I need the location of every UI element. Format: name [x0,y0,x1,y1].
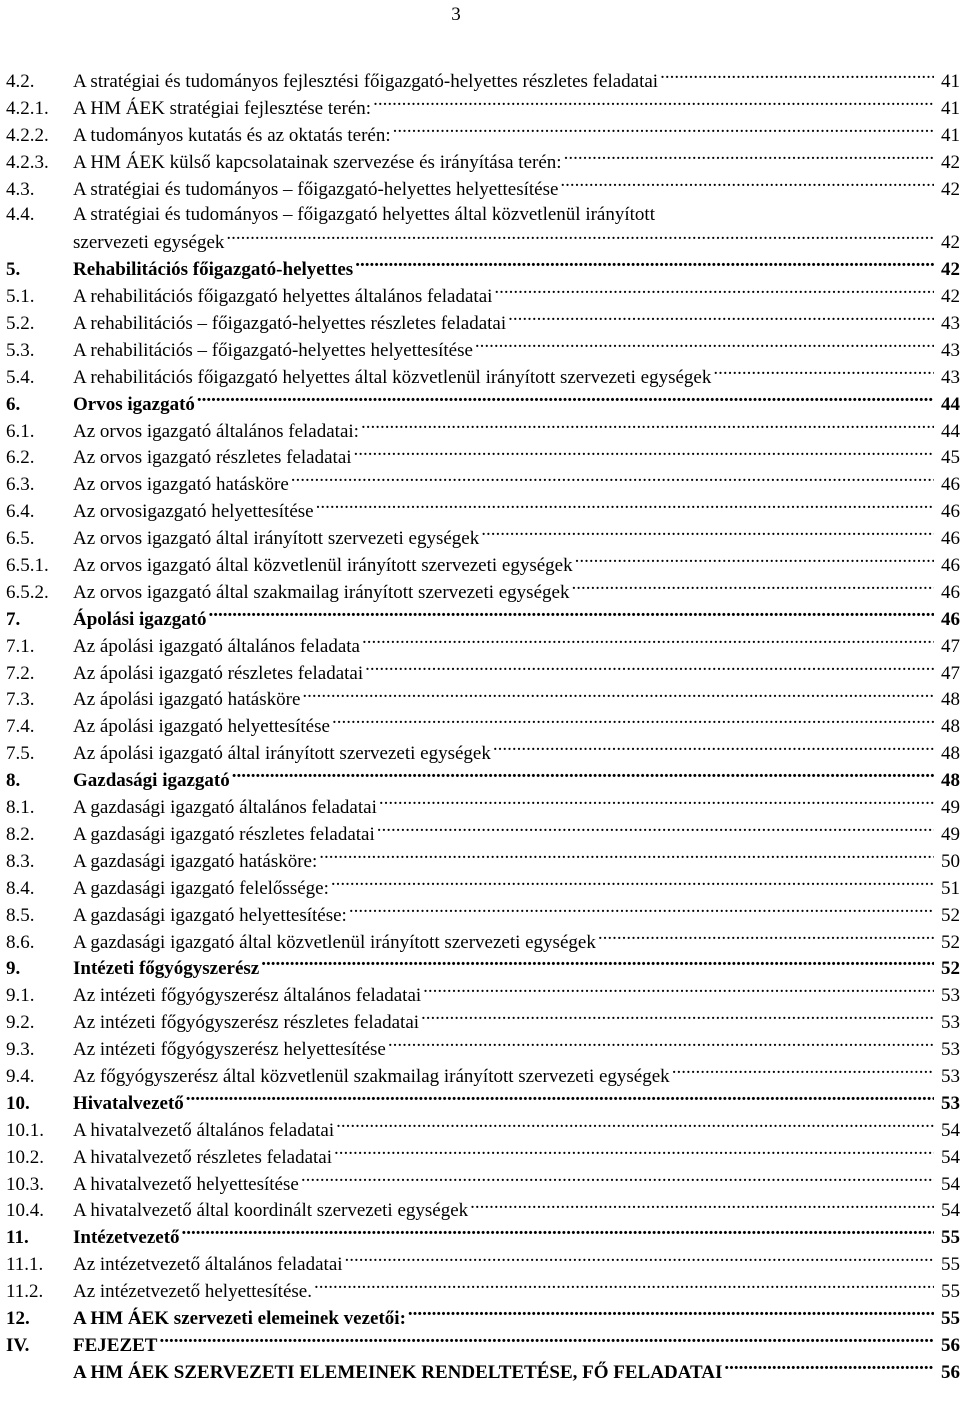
toc-entry-title: Az ápolási igazgató általános feladata [73,635,360,657]
toc-entry[interactable] [6,149,960,176]
dot-leader [365,660,934,679]
toc-entry-title: A rehabilitációs főigazgató helyettes által közvetlenül irányított szervezeti egységek [73,366,712,388]
toc-entry-number: 7. [6,608,21,630]
toc-entry[interactable] [6,794,960,821]
dot-leader [475,337,934,356]
toc-entry-page: 41 [941,124,960,146]
toc-entry-page: 54 [941,1200,960,1222]
toc-entry-page: 41 [941,97,960,119]
toc-entry-page: 50 [941,850,960,872]
toc-entry-page: 45 [941,447,960,469]
toc-entry[interactable] [6,68,960,95]
toc-entry-number: 11.1. [6,1254,44,1276]
dot-leader [571,579,934,598]
toc-entry[interactable] [6,740,960,767]
toc-entry[interactable] [6,821,960,848]
toc-entry[interactable] [6,229,960,256]
dot-leader [564,149,934,168]
toc-entry-page: 46 [941,608,960,630]
toc-entry-title: Intézetvezető [73,1227,180,1249]
toc-entry-number: 4.2.1. [6,97,49,119]
toc-entry-page: 49 [941,797,960,819]
toc-entry-page: 54 [941,1119,960,1141]
dot-leader [314,1278,934,1297]
toc-entry-title: A gazdasági igazgató helyettesítése: [73,904,347,926]
dot-leader [470,1197,934,1216]
toc-entry-page: 53 [941,1039,960,1061]
toc-entry[interactable] [6,686,960,713]
toc-entry-page: 54 [941,1146,960,1168]
toc-entry-page: 52 [941,931,960,953]
toc-entry[interactable] [6,202,960,229]
toc-entry-number: 8. [6,770,21,792]
dot-leader [494,283,934,302]
dot-leader [423,982,934,1001]
dot-leader [660,68,934,87]
toc-entry[interactable] [6,606,960,633]
toc-entry-title: A gazdasági igazgató részletes feladatai [73,823,375,845]
toc-entry-number: 8.4. [6,877,35,899]
toc-entry[interactable] [6,95,960,122]
toc-entry-title: A rehabilitációs főigazgató helyettes általános feladatai [73,286,493,308]
toc-entry[interactable] [6,1278,960,1305]
toc-entry[interactable] [6,1251,960,1278]
toc-entry-number: 4.2. [6,71,35,92]
toc-entry-page: 54 [941,1173,960,1195]
toc-entry-page: 53 [941,1012,960,1034]
toc-entry-page: 43 [941,313,960,335]
toc-entry-title: A hivatalvezető részletes feladatai [73,1146,333,1168]
dot-leader [331,875,934,894]
toc-entry[interactable] [6,1117,960,1144]
toc-entry-number: 7.1. [6,635,35,657]
toc-entry[interactable] [6,633,960,660]
toc-entry-title: A hivatalvezető általános feladatai [73,1119,335,1141]
toc-entry[interactable] [6,122,960,149]
dot-leader [377,821,934,840]
toc-entry[interactable] [6,713,960,740]
toc-entry-number: 8.5. [6,904,35,926]
toc-entry[interactable] [6,902,960,929]
toc-entry-title: Orvos igazgató [73,393,195,415]
dot-leader [232,767,934,786]
toc-entry-number: 7.4. [6,716,35,738]
toc-entry-title: Az orvos igazgató által szakmailag irányított szervezeti egységek [73,581,570,603]
toc-entry-number: 6. [6,393,21,415]
dot-leader [354,444,934,463]
dot-leader [560,176,934,195]
dot-leader [301,1171,934,1190]
toc-entry-page: 56 [941,1361,960,1383]
dot-leader [316,498,934,517]
toc-entry-title: Az orvos igazgató részletes feladatai [73,447,352,469]
toc-entry-title: A gazdasági igazgató felelőssége: [73,877,329,899]
toc-entry-title: A HM ÁEK külső kapcsolatainak szervezése és irányítása terén: [73,151,562,173]
toc-entry-number: 4.2.3. [6,151,49,173]
toc-entry-page: 46 [941,528,960,550]
toc-entry-page: 51 [941,877,960,899]
dot-leader [349,902,934,921]
toc-entry-title: Az intézeti főgyógyszerész helyettesítése [73,1039,386,1061]
toc-entry-number: 4.4. [6,204,35,226]
toc-entry-page: 53 [941,1065,960,1087]
dot-leader [261,955,934,974]
toc-entry[interactable] [6,364,960,391]
dot-leader [598,929,934,948]
toc-entry-page: 55 [941,1227,960,1249]
toc-entry-number: 4.3. [6,178,35,200]
toc-entry-title: szervezeti egységek [73,232,225,254]
toc-entry-title: A HM ÁEK SZERVEZETI ELEMEINEK RENDELTETÉSE, FŐ FELADATAI [73,1361,723,1383]
toc-entry-number: 12. [6,1307,30,1329]
toc-entry-title: Az intézeti főgyógyszerész részletes feladatai [73,1012,420,1034]
toc-entry[interactable] [6,929,960,956]
toc-entry-page: 56 [941,1334,960,1356]
toc-entry-title: A HM ÁEK szervezeti elemeinek vezetői: [73,1307,406,1329]
toc-entry-number: 6.4. [6,501,35,523]
toc-entry[interactable] [6,444,960,471]
toc-entry-title: Hivatalvezető [73,1092,184,1114]
toc-entry-title: Gazdasági igazgató [73,770,230,792]
toc-entry-page: 55 [941,1281,960,1303]
toc-entry[interactable] [6,1332,960,1359]
toc-entry-number: 10.3. [6,1173,44,1195]
toc-entry-page: 41 [941,71,960,92]
table-of-contents [6,68,960,1386]
toc-entry-title: Rehabilitációs főigazgató-helyettes [73,259,354,281]
toc-entry-number: 10. [6,1092,30,1114]
toc-entry-page: 55 [941,1254,960,1276]
toc-entry-title: FEJEZET [73,1334,158,1356]
dot-leader [182,1224,934,1243]
page-number: 3 [451,4,461,25]
toc-entry-page: 46 [941,581,960,603]
dot-leader [724,1359,934,1378]
toc-entry-number: 6.5.2. [6,581,49,603]
toc-entry-number: 5.3. [6,339,35,361]
toc-entry-page: 42 [941,259,960,281]
toc-entry-number: 7.5. [6,743,35,765]
dot-leader [672,1063,934,1082]
toc-entry-page: 53 [941,1092,960,1114]
toc-entry-number: 7.3. [6,689,35,711]
toc-entry-number: 11.2. [6,1281,44,1303]
dot-leader [159,1332,934,1351]
dot-leader [408,1305,934,1324]
dot-leader [209,606,934,625]
toc-entry-page: 43 [941,339,960,361]
toc-entry-page: 47 [941,635,960,657]
toc-entry[interactable] [6,579,960,606]
toc-entry-page: 47 [941,662,960,684]
toc-entry-number: 9.3. [6,1039,35,1061]
toc-entry[interactable] [6,283,960,310]
toc-entry-title: A tudományos kutatás és az oktatás terén: [73,124,391,146]
dot-leader [575,552,934,571]
toc-entry-number: 10.1. [6,1119,44,1141]
dot-leader [508,310,934,329]
toc-entry[interactable] [6,471,960,498]
dot-leader [493,740,934,759]
toc-entry-title: A hivatalvezető helyettesítése [73,1173,299,1195]
toc-entry[interactable] [6,337,960,364]
dot-leader [379,794,934,813]
toc-entry-number: 6.3. [6,474,35,496]
toc-entry-number: IV. [6,1334,30,1356]
toc-entry[interactable] [6,525,960,552]
toc-entry-title: A HM ÁEK stratégiai fejlesztése terén: [73,97,372,119]
toc-entry[interactable] [6,498,960,525]
toc-entry-page: 46 [941,555,960,577]
dot-leader [361,418,934,437]
toc-entry-number: 9. [6,958,21,980]
toc-entry[interactable] [6,1036,960,1063]
toc-entry[interactable] [6,310,960,337]
toc-entry[interactable] [6,391,960,418]
toc-entry-page: 46 [941,474,960,496]
toc-entry-title: Az orvos igazgató által közvetlenül irányított szervezeti egységek [73,555,573,577]
toc-entry-title: Az intézetvezető általános feladatai [73,1254,343,1276]
dot-leader [393,122,934,141]
dot-leader [355,256,934,275]
dot-leader [197,391,934,410]
toc-entry-number: 4.2.2. [6,124,49,146]
toc-entry-page: 52 [941,904,960,926]
toc-entry-title: A stratégiai és tudományos – főigazgató helyettes által közvetlenül irányított [73,204,655,226]
toc-entry[interactable] [6,767,960,794]
toc-entry-number: 8.1. [6,797,35,819]
toc-entry-page: 49 [941,823,960,845]
toc-entry[interactable] [6,1171,960,1198]
toc-entry[interactable] [6,1197,960,1224]
dot-leader [373,95,934,114]
toc-entry[interactable] [6,1359,960,1386]
toc-entry-title: Ápolási igazgató [73,608,207,630]
toc-entry-title: Az intézeti főgyógyszerész általános feladatai [73,985,422,1007]
toc-entry-number: 6.1. [6,420,35,442]
toc-entry[interactable] [6,176,960,203]
toc-entry-number: 5. [6,259,21,281]
toc-entry-title: Az orvos igazgató általános feladatai: [73,420,359,442]
toc-entry-page: 44 [941,393,960,415]
toc-entry-number: 10.4. [6,1200,44,1222]
dot-leader [421,1009,934,1028]
toc-entry-page: 48 [941,716,960,738]
toc-entry-page: 48 [941,743,960,765]
toc-entry-title: Az orvosigazgató helyettesítése [73,501,314,523]
toc-entry-title: A stratégiai és tudományos – főigazgató-helyettes helyettesítése [73,178,559,200]
dot-leader [226,229,934,248]
toc-entry-number: 6.5.1. [6,555,49,577]
toc-entry-title: Az ápolási igazgató hatásköre [73,689,301,711]
dot-leader [345,1251,934,1270]
toc-entry[interactable] [6,1224,960,1251]
toc-entry-title: Az orvos igazgató által irányított szervezeti egységek [73,528,480,550]
toc-entry-number: 9.4. [6,1065,35,1087]
dot-leader [334,1144,934,1163]
toc-entry-number: 7.2. [6,662,35,684]
toc-entry[interactable] [6,848,960,875]
toc-entry-number: 6.2. [6,447,35,469]
dot-leader [302,686,934,705]
dot-leader [336,1117,934,1136]
toc-entry-page: 48 [941,689,960,711]
toc-entry-number: 10.2. [6,1146,44,1168]
toc-entry-page: 42 [941,232,960,254]
toc-entry[interactable] [6,256,960,283]
toc-entry-page: 42 [941,178,960,200]
toc-entry-page: 53 [941,985,960,1007]
toc-entry[interactable] [6,418,960,445]
toc-entry[interactable] [6,1090,960,1117]
toc-entry-number: 8.3. [6,850,35,872]
toc-entry-page: 42 [941,151,960,173]
toc-entry-number: 5.1. [6,286,35,308]
dot-leader [291,471,934,490]
toc-entry-number: 5.4. [6,366,35,388]
toc-entry-title: A hivatalvezető által koordinált szervezeti egységek [73,1200,469,1222]
toc-entry[interactable] [6,1144,960,1171]
toc-entry-page: 52 [941,958,960,980]
toc-entry-title: Intézeti főgyógyszerész [73,958,260,980]
toc-entry[interactable] [6,955,960,982]
toc-entry-title: Az ápolási igazgató helyettesítése [73,716,330,738]
toc-entry-title: Az ápolási igazgató részletes feladatai [73,662,364,684]
toc-entry-number: 9.2. [6,1012,35,1034]
toc-entry-title: A gazdasági igazgató hatásköre: [73,850,318,872]
dot-leader [481,525,934,544]
toc-entry-number: 8.6. [6,931,35,953]
toc-entry[interactable] [6,1305,960,1332]
toc-entry-title: Az főgyógyszerész által közvetlenül szakmailag irányított szervezeti egységek [73,1065,670,1087]
toc-entry-number: 9.1. [6,985,35,1007]
toc-entry-page: 46 [941,501,960,523]
toc-entry[interactable] [6,552,960,579]
toc-entry-number: 8.2. [6,823,35,845]
toc-entry-title: Az orvos igazgató hatásköre [73,474,289,496]
toc-entry-page: 44 [941,420,960,442]
toc-entry-number: 6.5. [6,528,35,550]
toc-entry-page: 42 [941,286,960,308]
toc-entry-page: 55 [941,1307,960,1329]
toc-entry-title: A gazdasági igazgató által közvetlenül irányított szervezeti egységek [73,931,596,953]
toc-entry-number: 11. [6,1227,29,1249]
dot-leader [713,364,934,383]
dot-leader [362,633,934,652]
dot-leader [319,848,934,867]
toc-entry-page: 48 [941,770,960,792]
toc-entry[interactable] [6,1009,960,1036]
toc-entry-title: Az intézetvezető helyettesítése. [73,1281,312,1303]
dot-leader [388,1036,934,1055]
toc-entry-page: 43 [941,366,960,388]
toc-entry[interactable] [6,982,960,1009]
toc-entry[interactable] [6,875,960,902]
toc-entry[interactable] [6,1063,960,1090]
toc-entry-number: 5.2. [6,313,35,335]
dot-leader [332,713,934,732]
toc-entry-title: A rehabilitációs – főigazgató-helyettes részletes feladatai [73,313,507,335]
toc-entry-title: A stratégiai és tudományos fejlesztési főigazgató-helyettes részletes feladatai [73,71,659,92]
toc-entry-title: A rehabilitációs – főigazgató-helyettes helyettesítése [73,339,473,361]
toc-entry-title: A gazdasági igazgató általános feladatai [73,797,377,819]
dot-leader [186,1090,934,1109]
toc-entry[interactable] [6,660,960,687]
toc-entry-title: Az ápolási igazgató által irányított szervezeti egységek [73,743,491,765]
